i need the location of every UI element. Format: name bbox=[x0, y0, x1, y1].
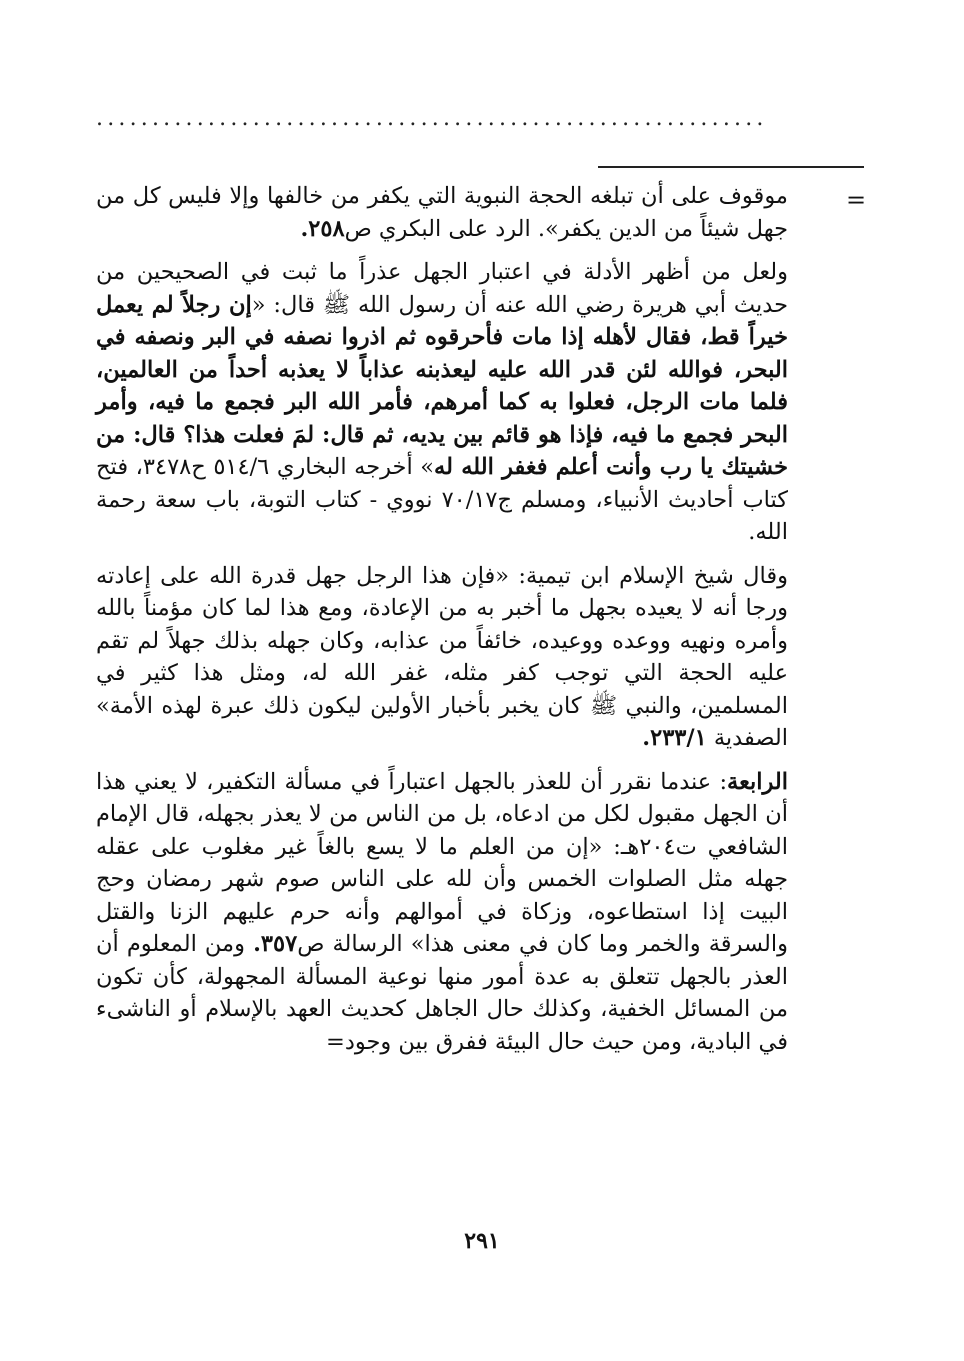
paragraph-2-intro: ولعل من أظهر الأدلة في اعتبار الجهل عذراً ما ثبت في الصحيحين من حديث أبي هريرة رضي الله عنه أن رسول الله ﷺ قال: « bbox=[96, 259, 789, 318]
paragraph-4 bbox=[96, 766, 788, 1059]
paragraph-1 bbox=[96, 180, 788, 245]
header-dotted-line: ............................................................ bbox=[96, 106, 768, 131]
hadith-quote: إن رجلاً لم يعمل خيراً قط، فقال لأهله إذا مات فأحرقوه ثم اذروا نصفه في البر ونصفه في البحر، فوالله لئن قدر الله عليه ليعذبنه عذاباً لا يعذبه أحداً من العالمين، فلما مات الرجل، فعلوا به كما أمرهم، فأمر الله البر فجمع ما فيه، وأمر البحر فجمع ما فيه، فإذا هو قائم بين يديه، ثم قال: لمَ فعلت هذا؟ قال: من خشيتك يا رب وأنت أعلم فغفر الله له bbox=[96, 291, 788, 480]
continuation-mark: = bbox=[846, 186, 867, 214]
paragraph-4-ref: ٣٥٧. bbox=[253, 931, 298, 957]
paragraph-4-text: : عندما نقرر أن للعذر بالجهل اعتباراً في مسألة التكفير، لا يعني هذا أن الجهل مقبول لكل من ادعاه، بل من الناس من لا يعذر بجهله، قال الإمام الشافعي ت٢٠٤هـ: «إن من العلم ما لا يسع بالغاً غير مغلوب على عقله جهله مثل الصلوات الخمس وأن لله على الناس صوم شهر رمضان وحج البيت إذا استطاعوه، وزكاة في أموالهم وأنه حرم عليهم الزنا والقتل والسرقة والخمر وما كان في معنى هذا» الرسالة ص bbox=[96, 768, 789, 957]
paragraph-3 bbox=[96, 560, 788, 755]
paragraph-3-ref: ٢٣٣/١. bbox=[642, 725, 707, 751]
paragraph-2-citation: » أخرجه البخاري ٥١٤/٦ ح٣٤٧٨، فتح كتاب أحاديث الأنبياء، ومسلم ج٧٠/١٧ نووي - كتاب التوبة، باب سعة رحمة الله. bbox=[96, 454, 788, 545]
paragraph-2 bbox=[96, 256, 788, 549]
footnote-separator bbox=[598, 166, 864, 168]
paragraph-1-text: موقوف على أن تبلغه الحجة النبوية التي يكفر من خالفها وإلا فليس كل من جهل شيئاً من الدين يكفر». الرد على البكري ص bbox=[96, 183, 788, 242]
paragraph-1-page-ref: ٢٥٨. bbox=[300, 215, 345, 242]
page-number: ٢٩١ bbox=[464, 1228, 500, 1254]
paragraph-4-heading: الرابعة bbox=[727, 768, 788, 795]
paragraph-4-continuation: ومن المعلوم أن العذر بالجهل تتعلق به عدة أمور منها نوعية المسألة المجهولة، كأن تكون من المسائل الخفية، وكذلك حال الجاهل كحديث العهد بالإسلام أو الناشىء في البادية، ومن حيث حال البيئة ففرق بين وجود= bbox=[96, 931, 788, 1055]
paragraph-3-text: وقال شيخ الإسلام ابن تيمية: «فإن هذا الرجل جهل قدرة الله على إعادته ورجا أنه لا يعيده بجهل ما أخبر به من الإعادة، ومع هذا لما كان مؤمناً بالله وأمره ونهيه ووعده ووعيده، خائفاً من عذابه، وكان جهله بذلك جهلاً لم تقم عليه الحجة التي توجب كفر مثله، غفر الله له، ومثل هذا كثير في المسلمين، والنبي ﷺ كان يخبر بأخبار الأولين ليكون ذلك عبرة لهذه الأمة» الصفدية bbox=[96, 562, 788, 751]
footnote-body bbox=[96, 180, 788, 1069]
